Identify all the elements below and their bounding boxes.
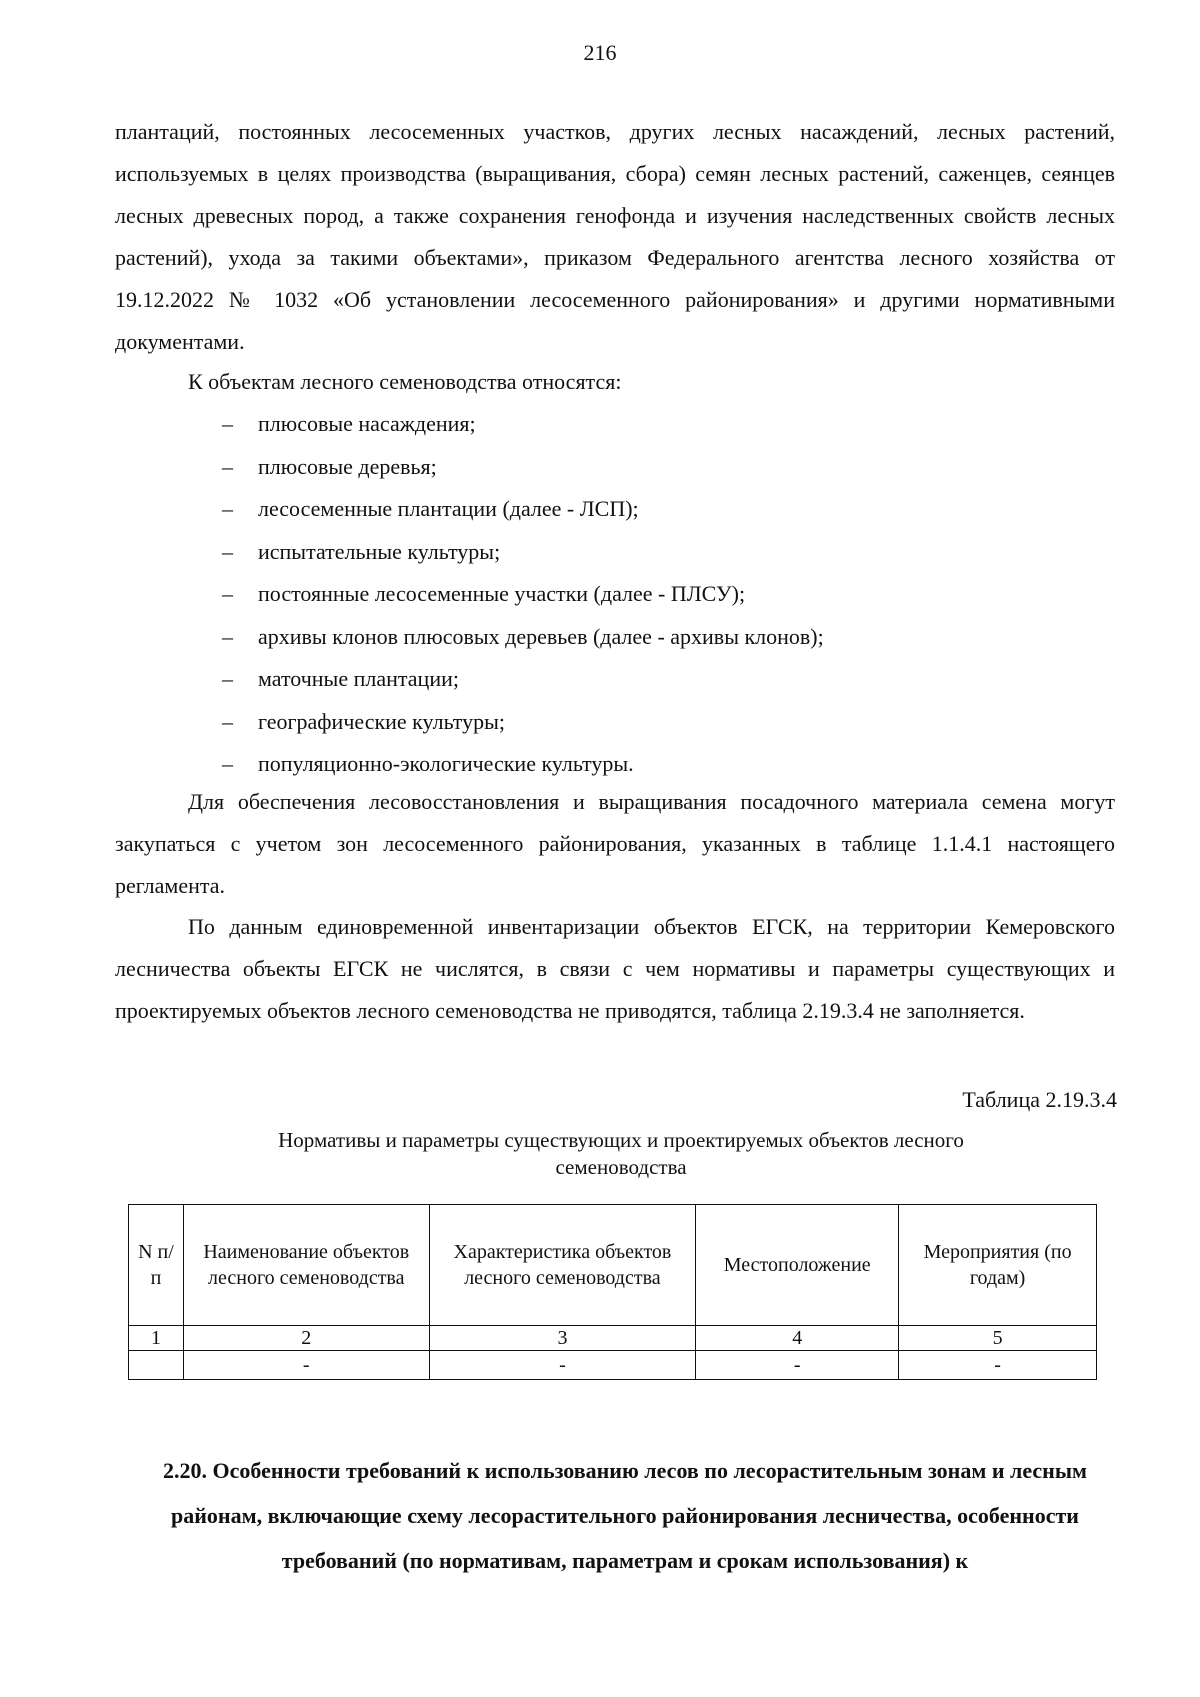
list-item [222, 446, 824, 489]
list-item [222, 743, 824, 786]
list-dash: – [222, 453, 233, 479]
list-item [222, 531, 824, 574]
paragraph-continuation: плантаций, постоянных лесосеменных участков, других лесных насаждений, лесных растений, используемых в целях производства (выращивания, сбора) семян лесных растений, саженцев, сеянцев лесных древесных пород, а также сохранения генофонда и изучения наследственных свойств лесных растений), ухода за такими объектами», приказом Федерального агентства лесного хозяйства от 19.12.2022 № 1032 «Об установлении лесосеменного районирования» и другими нормативными документами. [115, 119, 1115, 354]
table-row [129, 1351, 1097, 1380]
table-cell [129, 1351, 184, 1380]
norms-table [128, 1204, 1097, 1380]
table-title: Нормативы и параметры существующих и проектируемых объектов лесного семеноводства [278, 1128, 964, 1179]
list-dash: – [222, 538, 233, 564]
list-item-text: популяционно-экологические культуры. [258, 751, 634, 776]
objects-list [222, 403, 824, 786]
list-dash: – [222, 496, 233, 521]
list-item [222, 701, 824, 744]
list-dash: – [222, 411, 233, 436]
header-measures: Мероприятия (по годам) [899, 1205, 1097, 1326]
column-number: 1 [129, 1326, 184, 1351]
list-item [222, 573, 824, 616]
list-item-text: плюсовые деревья; [258, 453, 437, 479]
list-dash: – [222, 581, 233, 606]
list-item-text: архивы клонов плюсовых деревьев (далее - архивы клонов); [258, 623, 824, 649]
list-item [222, 658, 824, 701]
column-number: 4 [696, 1326, 899, 1351]
list-dash: – [222, 666, 233, 691]
table-cell: - [696, 1351, 899, 1380]
column-number: 5 [899, 1326, 1097, 1351]
table-cell: - [429, 1351, 696, 1380]
table-number-label: Таблица 2.19.3.4 [962, 1087, 1117, 1112]
page-number: 216 [583, 40, 617, 65]
list-item-text: маточные плантации; [258, 666, 459, 691]
header-location: Местоположение [696, 1205, 899, 1326]
list-item-text: постоянные лесосеменные участки (далее - ПЛСУ); [258, 581, 746, 606]
list-item [222, 488, 824, 531]
list-dash: – [222, 708, 233, 734]
paragraph-inventory: По данным единовременной инвентаризации объектов ЕГСК, на территории Кемеровского лесничества объекты ЕГСК не числятся, в связи с чем нормативы и параметры существующих и проектируемых объектов лесного семеноводства не приводятся, таблица 2.19.3.4 не заполняется. [115, 914, 1115, 1023]
paragraph-seeds-purchase: Для обеспечения лесовосстановления и выращивания посадочного материала семена могут закупаться с учетом зон лесосеменного районирования, указанных в таблице 1.1.4.1 настоящего регламента. [115, 789, 1115, 898]
list-item [222, 616, 824, 659]
list-item-text: географические культуры; [258, 708, 505, 734]
header-object-name: Наименование объектов лесного семеноводства [183, 1205, 429, 1326]
column-number: 2 [183, 1326, 429, 1351]
table-header-row [129, 1205, 1097, 1326]
table-cell: - [899, 1351, 1097, 1380]
list-item-text: плюсовые насаждения; [258, 411, 476, 436]
list-dash: – [222, 623, 233, 649]
list-dash: – [222, 751, 233, 776]
column-number-row [129, 1326, 1097, 1351]
list-item-text: испытательные культуры; [258, 538, 501, 564]
table-cell: - [183, 1351, 429, 1380]
list-item [222, 403, 824, 446]
column-number: 3 [429, 1326, 696, 1351]
header-number: N п/п [129, 1205, 184, 1326]
section-heading: 2.20. Особенности требований к использованию лесов по лесорастительным зонам и лесным районам, включающие схему лесорастительного районирования лесничества, особенности требований (по нормативам, параметрам и срокам использования) к [163, 1458, 1087, 1573]
header-characteristics: Характеристика объектов лесного семеноводства [429, 1205, 696, 1326]
paragraph-objects-intro: К объектам лесного семеноводства относятся: [188, 369, 622, 394]
list-item-text: лесосеменные плантации (далее - ЛСП); [258, 496, 639, 521]
